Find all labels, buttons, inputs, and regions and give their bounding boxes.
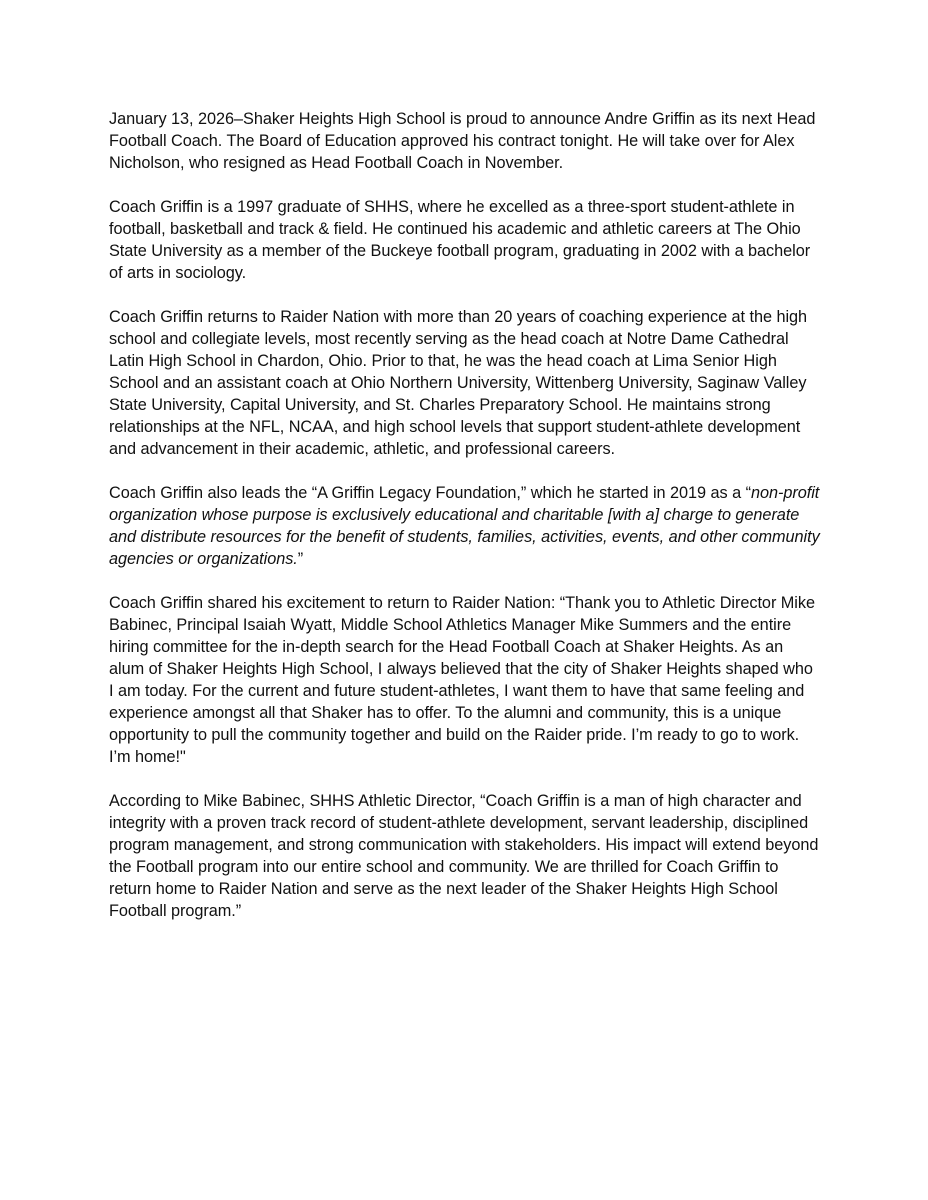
- paragraph-announcement: January 13, 2026–Shaker Heights High School is proud to announce Andre Griffin as its next Head Football Coach. The Board of Education approved his contract tonight. He will take over for Alex Nicholson, who resigned as Head Football Coach in November.: [109, 110, 816, 172]
- press-release-body: [109, 108, 820, 922]
- foundation-quote-close: ”: [297, 550, 304, 568]
- paragraph-coaching-experience: Coach Griffin returns to Raider Nation with more than 20 years of coaching experience at the high school and collegiate levels, most recently serving as the head coach at Notre Dame Cathedral Latin High School in Chardon, Ohio. Prior to that, he was the head coach at Lima Senior High School and an assistant coach at Ohio Northern University, Wittenberg University, Saginaw Valley State University, Capital University, and St. Charles Preparatory School. He maintains strong relationships at the NFL, NCAA, and high school levels that support student-athlete development and advancement in their academic, athletic, and professional careers.: [109, 308, 808, 458]
- paragraph-athletic-director-quote: According to Mike Babinec, SHHS Athletic Director, “Coach Griffin is a man of high character and integrity with a proven track record of student-athlete development, servant leadership, disciplined program management, and strong communication with stakeholders. His impact will extend beyond the Football program into our entire school and community. We are thrilled for Coach Griffin to return home to Raider Nation and serve as the next leader of the Shaker Heights High School Football program.”: [109, 792, 819, 920]
- paragraph-foundation: [109, 482, 820, 570]
- foundation-mission-quote: non-profit organization whose purpose is exclusively educational and charitable [with a] charge to generate and distribute resources for the benefit of students, families, activities, events, and other community agencies or organizations.: [109, 484, 820, 568]
- paragraph-griffin-quote: Coach Griffin shared his excitement to return to Raider Nation: “Thank you to Athletic Director Mike Babinec, Principal Isaiah Wyatt, Middle School Athletics Manager Mike Summers and the entire hiring committee for the in-depth search for the Head Football Coach at Shaker Heights. As an alum of Shaker Heights High School, I always believed that the city of Shaker Heights shaped who I am today. For the current and future student-athletes, I want them to have that same feeling and experience amongst all that Shaker has to offer. To the alumni and community, this is a unique opportunity to pull the community together and build on the Raider pride. I’m ready to go to work. I’m home!": [109, 594, 815, 766]
- foundation-intro-text: Coach Griffin also leads the “A Griffin Legacy Foundation,” which he started in 2019 as a “: [109, 484, 751, 502]
- paragraph-background: Coach Griffin is a 1997 graduate of SHHS, where he excelled as a three-sport student-athlete in football, basketball and track & field. He continued his academic and athletic careers at The Ohio State University as a member of the Buckeye football program, graduating in 2002 with a bachelor of arts in sociology.: [109, 198, 811, 282]
